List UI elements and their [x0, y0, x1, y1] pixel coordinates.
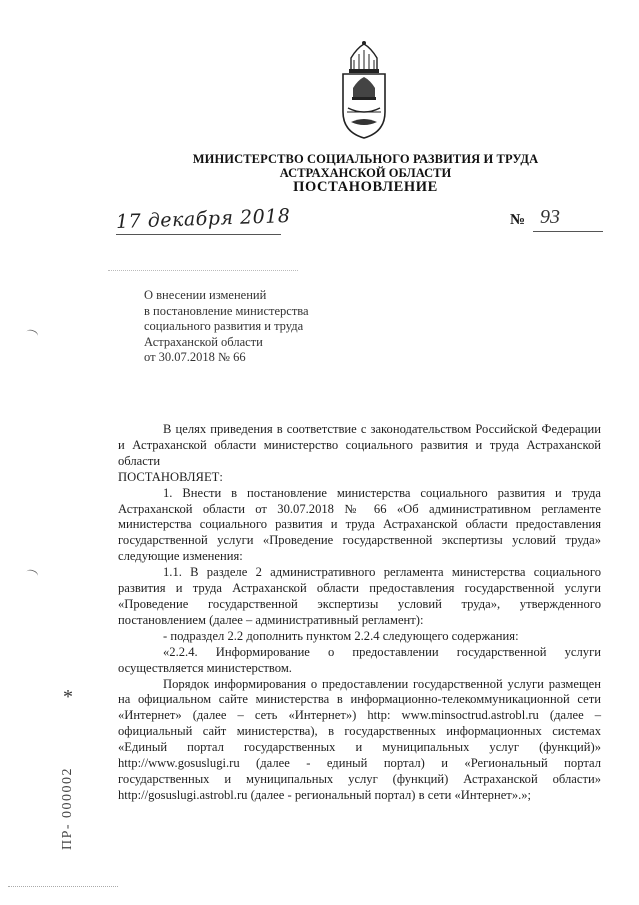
subject-line: Астраханской области: [144, 334, 263, 349]
body-paragraph: «2.2.4. Информирование о предоставлении государственной услуги осуществляется министерством.: [118, 644, 601, 675]
body-paragraph: 1.1. В разделе 2 административного регламента министерства социального развития и труда Астраханской области предоставления государственной услуги «Проведение государственной экспертизы условий труда», утвержденного постановлением (далее – административный регламент):: [118, 565, 601, 627]
body-paragraph: - подраздел 2.2 дополнить пунктом 2.2.4 следующего содержания:: [163, 628, 519, 643]
subject-line: социального развития и труда: [144, 319, 304, 334]
separator-dotted: [108, 270, 298, 271]
document-date: 17 декабря 2018: [115, 204, 291, 234]
body-paragraph: В целях приведения в соответствие с законодательством Российской Федерации и Астраханской области министерство социального развития и труда Астраханской области: [118, 422, 601, 468]
punch-mark: [25, 568, 39, 580]
document-type-title: ПОСТАНОВЛЕНИЕ: [293, 179, 438, 195]
subject-line: О внесении изменений: [144, 288, 267, 302]
document-number: 93: [540, 206, 560, 228]
footer-dotted-line: [8, 886, 118, 887]
date-underline: [116, 234, 281, 235]
margin-registration-code: ПР- 000002: [60, 766, 75, 850]
punch-mark: [25, 328, 39, 340]
margin-asterisk: *: [63, 686, 73, 708]
subject-line: в постановление министерства: [144, 303, 309, 318]
document-subject: [144, 288, 309, 366]
ministry-name-line1: МИНИСТЕРСТВО СОЦИАЛЬНОГО РАЗВИТИЯ И ТРУДА: [192, 152, 539, 166]
number-underline: [533, 231, 603, 232]
resolution-keyword: ПОСТАНОВЛЯЕТ:: [118, 469, 223, 484]
coat-of-arms-emblem: [337, 40, 391, 142]
ministry-name-line2: АСТРАХАНСКОЙ ОБЛАСТИ: [279, 166, 452, 180]
body-paragraph: 1. Внести в постановление министерства социального развития и труда Астраханской области от 30.07.2018 № 66 «Об административном регламенте министерства социального развития и труда Астраханской области предоставления государственной услуги «Проведение государственной экспертизы условий труда» следующие изменения:: [118, 485, 601, 564]
number-label: №: [510, 212, 526, 228]
body-paragraph: Порядок информирования о предоставлении государственной услуги размещен на официальном сайте министерства в информационно-телекоммуникационной сети «Интернет» (далее – сеть «Интернет») http: www.minsoctrud.astrobl.ru (далее – официальный сайт министерства), в государственных информационных системах «Единый портал государственных и муниципальных услуг (функций)» http://www.gosuslugi.ru (далее - единый портал) и «Региональный портал государственных и муниципальных услуг (функций) Астраханской области» http://gosuslugi.astrobl.ru (далее - региональный портал) в сети «Интернет».»;: [118, 676, 601, 802]
subject-line: от 30.07.2018 № 66: [144, 350, 246, 365]
document-body: [118, 422, 601, 804]
